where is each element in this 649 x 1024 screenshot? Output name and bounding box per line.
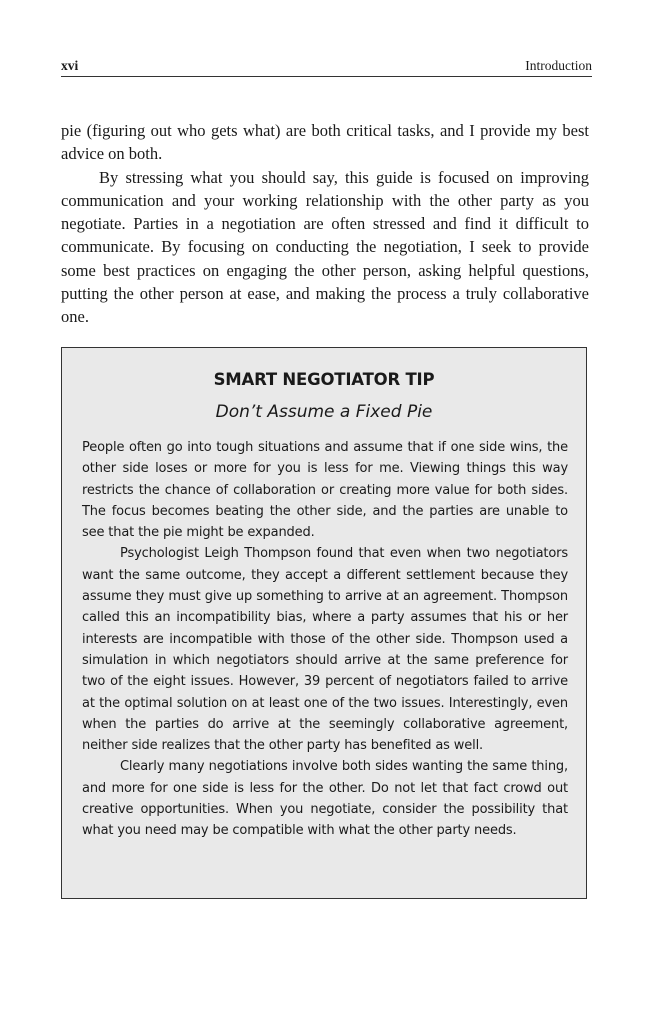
body-paragraph: pie (figuring out who gets what) are both critical tasks, and I provide my best advice on both.	[61, 121, 589, 164]
page-number: xvi	[61, 58, 79, 73]
body-paragraph: By stressing what you should say, this guide is focused on improving communication and your working relationship with the other party as you negotiate. Parties in a negotiation are often stressed and find it difficult to communicate. By focusing on conducting the negotiation, I seek to provide some best practices on engaging the other person, asking helpful questions, putting the other person at ease, and making the process a truly collaborative one.	[61, 167, 589, 327]
tip-paragraph: Psychologist Leigh Thompson found that even when two negotiators want the same outcome, they accept a different settlement because they assume they must give up something to arrive at an agreement. Thompson called this an incompatibility bias, where a party assumes that his or her interests are incompatible with those of the other side. Thompson used a simulation in which negotiators should arrive at the same preference for two of the eight issues. However, 39 percent of negotiators failed to arrive at the optimal solution on at least one of the two issues. Interestingly, even when the parties do arrive at the seemingly collaborative agreement, neither side realizes that the other party has benefited as well.	[82, 546, 568, 754]
running-header	[61, 58, 592, 77]
tip-subtitle: Don’t Assume a Fixed Pie	[215, 402, 433, 422]
tip-title: SMART NEGOTIATOR TIP	[213, 370, 435, 389]
tip-body	[82, 437, 568, 842]
tip-paragraph: Clearly many negotiations involve both sides wanting the same thing, and more for one side is less for the other. Do not let that fact crowd out creative opportunities. When you negotiate, consider the possibility that what you need may be compatible with what the other party needs.	[82, 759, 568, 839]
section-title: Introduction	[525, 58, 592, 73]
body-text	[61, 119, 589, 329]
tip-box	[61, 347, 587, 899]
tip-paragraph: People often go into tough situations and assume that if one side wins, the other side loses or more for you is less for me. Viewing things this way restricts the chance of collaboration or creating more value for both sides. The focus becomes beating the other side, and the parties are unable to see that the pie might be expanded.	[82, 440, 568, 541]
